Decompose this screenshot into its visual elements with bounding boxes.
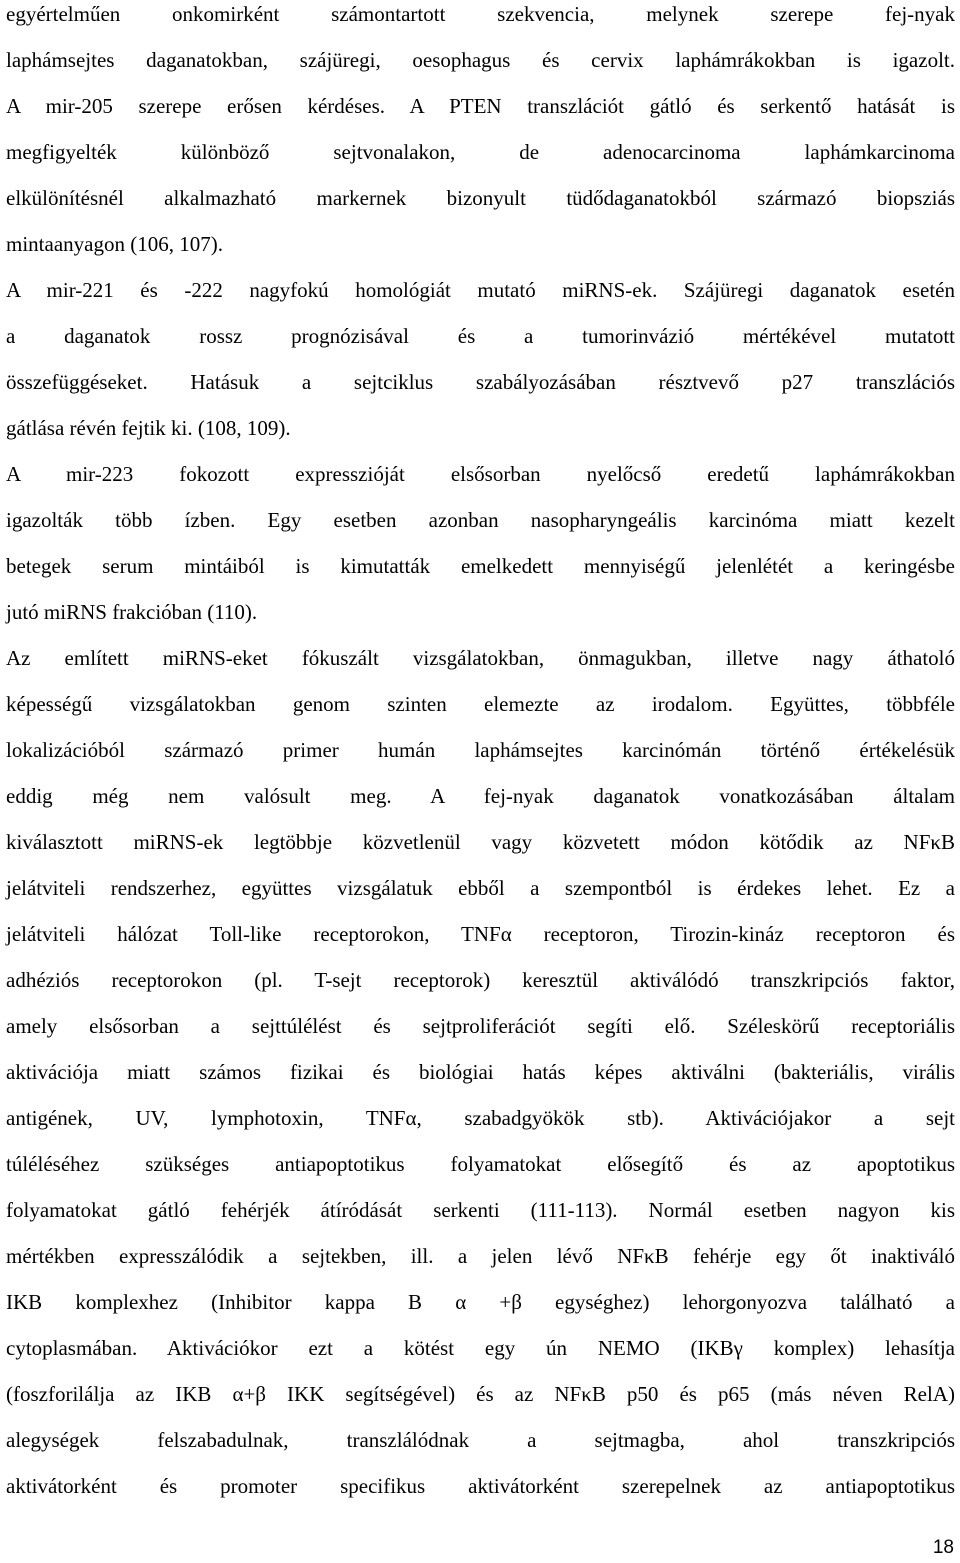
text-line: folyamatokat gátló fehérjék átíródását serkenti (111-113). Normál esetben nagyon kis <box>6 1198 955 1222</box>
text-line: képességű vizsgálatokban genom szinten elemezte az irodalom. Együttes, többféle <box>6 692 955 716</box>
text-line: lokalizációból származó primer humán laphámsejtes karcinómán történő értékelésük <box>6 738 955 762</box>
text-line: egyértelműen onkomirként számontartott szekvencia, melynek szerepe fej-nyak <box>6 2 955 26</box>
text-line: cytoplasmában. Aktivációkor ezt a kötést egy ún NEMO (IKBγ komplex) lehasítja <box>6 1336 955 1360</box>
text-line: laphámsejtes daganatokban, szájüregi, oesophagus és cervix laphámrákokban is igazolt. <box>6 48 955 72</box>
text-line: mértékben expresszálódik a sejtekben, ill. a jelen lévő NFκB fehérje egy őt inaktiváló <box>6 1244 955 1268</box>
page-number: 18 <box>932 1537 954 1558</box>
text-line: betegek serum mintáiból is kimutatták emelkedett mennyiségű jelenlétét a keringésbe <box>6 554 955 578</box>
text-line: jutó miRNS frakcióban (110). <box>6 600 258 624</box>
text-line: a daganatok rossz prognózisával és a tumorinvázió mértékével mutatott <box>6 324 955 348</box>
text-line: antigének, UV, lymphotoxin, TNFα, szabadgyökök stb). Aktivációjakor a sejt <box>6 1106 955 1130</box>
text-line: elkülönítésnél alkalmazható markernek bizonyult tüdődaganatokból származó biopsziás <box>6 186 955 210</box>
text-line: eddig még nem valósult meg. A fej-nyak daganatok vonatkozásában általam <box>6 784 955 808</box>
text-line: igazolták több ízben. Egy esetben azonban nasopharyngeális karcinóma miatt kezelt <box>6 508 955 532</box>
text-line: összefüggéseket. Hatásuk a sejtciklus szabályozásában résztvevő p27 transzlációs <box>6 370 955 394</box>
text-line: alegységek felszabadulnak, transzlálódnak a sejtmagba, ahol transzkripciós <box>6 1428 955 1452</box>
text-line: Az említett miRNS-eket fókuszált vizsgálatokban, önmagukban, illetve nagy áthatoló <box>6 646 955 670</box>
text-line: aktivációja miatt számos fizikai és biológiai hatás képes aktiválni (bakteriális, virális <box>6 1060 955 1084</box>
text-line: túléléséhez szükséges antiapoptotikus folyamatokat elősegítő és az apoptotikus <box>6 1152 955 1176</box>
text-line: A mir-205 szerepe erősen kérdéses. A PTEN transzlációt gátló és serkentő hatását is <box>6 94 955 118</box>
text-line: A mir-223 fokozott expresszióját elsősorban nyelőcső eredetű laphámrákokban <box>6 462 955 486</box>
text-line: kiválasztott miRNS-ek legtöbbje közvetlenül vagy közvetett módon kötődik az NFκB <box>6 830 955 854</box>
text-line: adhéziós receptorokon (pl. T-sejt receptorok) keresztül aktiválódó transzkripciós faktor, <box>6 968 955 992</box>
text-line: A mir-221 és -222 nagyfokú homológiát mutató miRNS-ek. Szájüregi daganatok esetén <box>6 278 955 302</box>
text-line: gátlása révén fejtik ki. (108, 109). <box>6 416 291 440</box>
text-line: amely elsősorban a sejttúlélést és sejtproliferációt segíti elő. Széleskörű receptoriális <box>6 1014 955 1038</box>
text-line: (foszforilálja az IKB α+β IKK segítségével) és az NFκB p50 és p65 (más néven RelA) <box>6 1382 955 1406</box>
text-line: megfigyelték különböző sejtvonalakon, de adenocarcinoma laphámkarcinoma <box>6 140 955 164</box>
text-line: aktivátorként és promoter specifikus aktivátorként szerepelnek az antiapoptotikus <box>6 1474 955 1498</box>
text-line: IKB komplexhez (Inhibitor kappa B α +β egységhez) lehorgonyozva található a <box>6 1290 955 1314</box>
text-line: jelátviteli hálózat Toll-like receptorokon, TNFα receptoron, Tirozin-kináz receptoron és <box>6 922 955 946</box>
text-line: mintaanyagon (106, 107). <box>6 232 223 256</box>
text-line: jelátviteli rendszerhez, együttes vizsgálatuk ebből a szempontból is érdekes lehet. Ez a <box>6 876 955 900</box>
